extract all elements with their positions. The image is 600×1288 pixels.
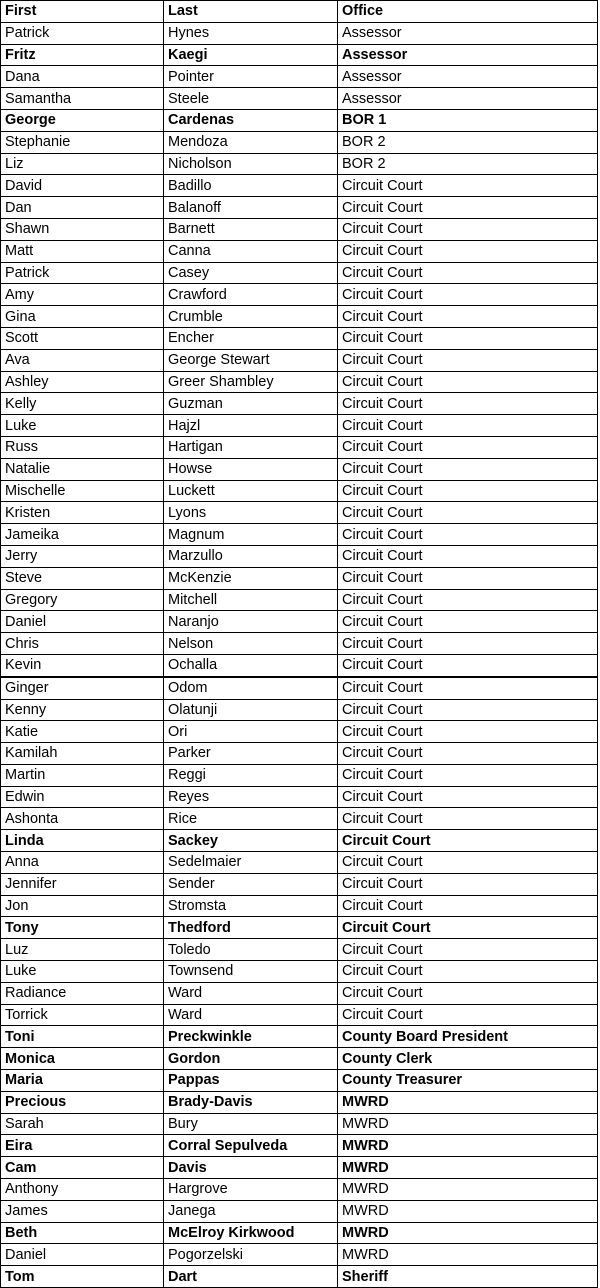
cell-last: Cardenas — [164, 109, 338, 131]
cell-last: Badillo — [164, 175, 338, 197]
table-row — [1, 1026, 598, 1048]
cell-first: Anna — [1, 852, 164, 874]
cell-office: Circuit Court — [338, 393, 598, 415]
cell-office: Circuit Court — [338, 677, 598, 699]
cell-office: Circuit Court — [338, 589, 598, 611]
cell-first: Mischelle — [1, 480, 164, 502]
cell-last: Mitchell — [164, 589, 338, 611]
cell-last: Encher — [164, 327, 338, 349]
cell-office: MWRD — [338, 1200, 598, 1222]
cell-first: Daniel — [1, 611, 164, 633]
cell-last: Corral Sepulveda — [164, 1135, 338, 1157]
table-row — [1, 371, 598, 393]
table-body — [1, 1, 598, 1288]
table-row — [1, 721, 598, 743]
table-row — [1, 808, 598, 830]
cell-first: Tom — [1, 1266, 164, 1288]
table-row — [1, 589, 598, 611]
cell-last: Naranjo — [164, 611, 338, 633]
cell-first: Maria — [1, 1070, 164, 1092]
table-row — [1, 1179, 598, 1201]
cell-last: Hargrove — [164, 1179, 338, 1201]
table-row — [1, 699, 598, 721]
cell-office: BOR 2 — [338, 131, 598, 153]
cell-first: Dana — [1, 66, 164, 88]
cell-last: Sender — [164, 873, 338, 895]
cell-office: Circuit Court — [338, 786, 598, 808]
cell-first: Luke — [1, 961, 164, 983]
cell-last: Townsend — [164, 961, 338, 983]
cell-last: Brady-Davis — [164, 1091, 338, 1113]
cell-last: Reggi — [164, 764, 338, 786]
table-row — [1, 895, 598, 917]
cell-office: Circuit Court — [338, 218, 598, 240]
cell-last: Olatunji — [164, 699, 338, 721]
table-row — [1, 153, 598, 175]
cell-office: Circuit Court — [338, 480, 598, 502]
cell-last: Pogorzelski — [164, 1244, 338, 1266]
cell-first: Amy — [1, 284, 164, 306]
cell-first: Kristen — [1, 502, 164, 524]
cell-office: MWRD — [338, 1222, 598, 1244]
table-row — [1, 545, 598, 567]
cell-office: Circuit Court — [338, 917, 598, 939]
cell-last: Parker — [164, 743, 338, 765]
cell-office: Assessor — [338, 44, 598, 66]
cell-office: Circuit Court — [338, 743, 598, 765]
cell-office: Circuit Court — [338, 873, 598, 895]
cell-office: County Board President — [338, 1026, 598, 1048]
table-row — [1, 1004, 598, 1026]
cell-last: Ward — [164, 982, 338, 1004]
cell-last: Reyes — [164, 786, 338, 808]
cell-first: Ginger — [1, 677, 164, 699]
cell-office: Circuit Court — [338, 961, 598, 983]
table-row — [1, 830, 598, 852]
cell-last: George Stewart — [164, 349, 338, 371]
cell-last: Mendoza — [164, 131, 338, 153]
cell-office: MWRD — [338, 1091, 598, 1113]
table-row — [1, 66, 598, 88]
cell-first: Anthony — [1, 1179, 164, 1201]
cell-office: Circuit Court — [338, 939, 598, 961]
cell-first: Samantha — [1, 88, 164, 110]
cell-office: Circuit Court — [338, 611, 598, 633]
table-row — [1, 240, 598, 262]
cell-office: Circuit Court — [338, 830, 598, 852]
cell-office: Assessor — [338, 66, 598, 88]
cell-last: Hajzl — [164, 415, 338, 437]
cell-office: MWRD — [338, 1179, 598, 1201]
table-row — [1, 327, 598, 349]
cell-last: Kaegi — [164, 44, 338, 66]
cell-last: Crawford — [164, 284, 338, 306]
cell-office: Circuit Court — [338, 721, 598, 743]
cell-first: Kelly — [1, 393, 164, 415]
cell-office: Circuit Court — [338, 197, 598, 219]
cell-first: Jon — [1, 895, 164, 917]
cell-first: Natalie — [1, 458, 164, 480]
cell-last: Guzman — [164, 393, 338, 415]
cell-office: Circuit Court — [338, 633, 598, 655]
cell-last: Stromsta — [164, 895, 338, 917]
cell-first: Torrick — [1, 1004, 164, 1026]
cell-last: Janega — [164, 1200, 338, 1222]
cell-first: Edwin — [1, 786, 164, 808]
table-row — [1, 22, 598, 44]
cell-last: Thedford — [164, 917, 338, 939]
cell-first: Jennifer — [1, 873, 164, 895]
table-row — [1, 852, 598, 874]
cell-office: Sheriff — [338, 1266, 598, 1288]
cell-office: Assessor — [338, 22, 598, 44]
table-row — [1, 1222, 598, 1244]
cell-last: Pointer — [164, 66, 338, 88]
table-row — [1, 786, 598, 808]
table-row — [1, 393, 598, 415]
table-row — [1, 480, 598, 502]
cell-last: Preckwinkle — [164, 1026, 338, 1048]
cell-last: Canna — [164, 240, 338, 262]
table-row — [1, 306, 598, 328]
cell-office: Circuit Court — [338, 1004, 598, 1026]
cell-first: Eira — [1, 1135, 164, 1157]
cell-office: Circuit Court — [338, 436, 598, 458]
cell-first: Tony — [1, 917, 164, 939]
cell-last: Barnett — [164, 218, 338, 240]
header-row — [1, 1, 598, 23]
table-row — [1, 1135, 598, 1157]
cell-office: Circuit Court — [338, 852, 598, 874]
cell-office: BOR 2 — [338, 153, 598, 175]
cell-first: Daniel — [1, 1244, 164, 1266]
cell-first: Matt — [1, 240, 164, 262]
table-row — [1, 284, 598, 306]
cell-last: Ochalla — [164, 654, 338, 676]
cell-first: Liz — [1, 153, 164, 175]
cell-office: Assessor — [338, 88, 598, 110]
cell-last: Crumble — [164, 306, 338, 328]
cell-last: Magnum — [164, 524, 338, 546]
cell-first: Ashonta — [1, 808, 164, 830]
cell-first: Kevin — [1, 654, 164, 676]
cell-office: Circuit Court — [338, 371, 598, 393]
cell-first: Luz — [1, 939, 164, 961]
cell-last: Sackey — [164, 830, 338, 852]
cell-first: Gregory — [1, 589, 164, 611]
cell-office: Circuit Court — [338, 502, 598, 524]
cell-last: Lyons — [164, 502, 338, 524]
cell-office: Circuit Court — [338, 327, 598, 349]
cell-last: Hartigan — [164, 436, 338, 458]
cell-office: Circuit Court — [338, 764, 598, 786]
cell-last: Steele — [164, 88, 338, 110]
cell-last: Ori — [164, 721, 338, 743]
cell-first: Scott — [1, 327, 164, 349]
table-row — [1, 961, 598, 983]
cell-first: Gina — [1, 306, 164, 328]
cell-last: Greer Shambley — [164, 371, 338, 393]
cell-first: Jameika — [1, 524, 164, 546]
table-row — [1, 131, 598, 153]
table-row — [1, 1157, 598, 1179]
table-row — [1, 1070, 598, 1092]
cell-last: Pappas — [164, 1070, 338, 1092]
cell-last: Casey — [164, 262, 338, 284]
cell-last: Davis — [164, 1157, 338, 1179]
cell-first: David — [1, 175, 164, 197]
table-row — [1, 1113, 598, 1135]
cell-last: Nicholson — [164, 153, 338, 175]
cell-first: Patrick — [1, 22, 164, 44]
cell-office: County Treasurer — [338, 1070, 598, 1092]
cell-last: Marzullo — [164, 545, 338, 567]
header-office: Office — [338, 1, 598, 23]
cell-first: Stephanie — [1, 131, 164, 153]
table-row — [1, 1048, 598, 1070]
table-row — [1, 349, 598, 371]
table-row — [1, 175, 598, 197]
table-row — [1, 458, 598, 480]
cell-first: Fritz — [1, 44, 164, 66]
cell-office: MWRD — [338, 1157, 598, 1179]
table-row — [1, 1266, 598, 1288]
cell-office: BOR 1 — [338, 109, 598, 131]
cell-office: Circuit Court — [338, 654, 598, 676]
cell-first: Ashley — [1, 371, 164, 393]
cell-first: Shawn — [1, 218, 164, 240]
cell-last: Luckett — [164, 480, 338, 502]
header-last: Last — [164, 1, 338, 23]
cell-first: Patrick — [1, 262, 164, 284]
table-row — [1, 743, 598, 765]
cell-last: Hynes — [164, 22, 338, 44]
cell-first: Kenny — [1, 699, 164, 721]
cell-office: Circuit Court — [338, 262, 598, 284]
table-row — [1, 764, 598, 786]
cell-first: Dan — [1, 197, 164, 219]
cell-first: Kamilah — [1, 743, 164, 765]
cell-last: Toledo — [164, 939, 338, 961]
cell-office: Circuit Court — [338, 524, 598, 546]
table-row — [1, 502, 598, 524]
cell-first: Jerry — [1, 545, 164, 567]
cell-office: Circuit Court — [338, 458, 598, 480]
cell-first: Radiance — [1, 982, 164, 1004]
table-row — [1, 633, 598, 655]
cell-office: Circuit Court — [338, 982, 598, 1004]
cell-first: Luke — [1, 415, 164, 437]
table-row — [1, 611, 598, 633]
cell-office: Circuit Court — [338, 415, 598, 437]
cell-office: Circuit Court — [338, 240, 598, 262]
cell-first: Martin — [1, 764, 164, 786]
cell-first: Monica — [1, 1048, 164, 1070]
cell-office: MWRD — [338, 1244, 598, 1266]
cell-office: Circuit Court — [338, 284, 598, 306]
cell-office: Circuit Court — [338, 349, 598, 371]
cell-first: Linda — [1, 830, 164, 852]
cell-last: Dart — [164, 1266, 338, 1288]
cell-last: Bury — [164, 1113, 338, 1135]
table-row — [1, 88, 598, 110]
table-row — [1, 1200, 598, 1222]
cell-last: Odom — [164, 677, 338, 699]
table-row — [1, 939, 598, 961]
cell-first: Cam — [1, 1157, 164, 1179]
table-row — [1, 109, 598, 131]
table-row — [1, 567, 598, 589]
cell-office: Circuit Court — [338, 175, 598, 197]
cell-last: McKenzie — [164, 567, 338, 589]
cell-first: Steve — [1, 567, 164, 589]
cell-first: Toni — [1, 1026, 164, 1048]
cell-last: McElroy Kirkwood — [164, 1222, 338, 1244]
cell-last: Sedelmaier — [164, 852, 338, 874]
cell-first: James — [1, 1200, 164, 1222]
table-row — [1, 677, 598, 699]
cell-office: Circuit Court — [338, 699, 598, 721]
cell-last: Nelson — [164, 633, 338, 655]
cell-office: County Clerk — [338, 1048, 598, 1070]
cell-office: Circuit Court — [338, 306, 598, 328]
cell-first: Precious — [1, 1091, 164, 1113]
cell-first: Chris — [1, 633, 164, 655]
cell-office: MWRD — [338, 1135, 598, 1157]
table-row — [1, 262, 598, 284]
table-row — [1, 197, 598, 219]
cell-last: Balanoff — [164, 197, 338, 219]
cell-office: Circuit Court — [338, 545, 598, 567]
cell-last: Howse — [164, 458, 338, 480]
cell-first: Ava — [1, 349, 164, 371]
table-row — [1, 982, 598, 1004]
cell-office: Circuit Court — [338, 567, 598, 589]
table-row — [1, 44, 598, 66]
cell-office: MWRD — [338, 1113, 598, 1135]
table-row — [1, 436, 598, 458]
header-first: First — [1, 1, 164, 23]
table-row — [1, 524, 598, 546]
cell-last: Gordon — [164, 1048, 338, 1070]
cell-first: George — [1, 109, 164, 131]
cell-first: Beth — [1, 1222, 164, 1244]
table-row — [1, 654, 598, 676]
cell-first: Katie — [1, 721, 164, 743]
cell-last: Rice — [164, 808, 338, 830]
table-row — [1, 1091, 598, 1113]
table-row — [1, 917, 598, 939]
cell-first: Sarah — [1, 1113, 164, 1135]
table-row — [1, 415, 598, 437]
cell-office: Circuit Court — [338, 808, 598, 830]
cell-first: Russ — [1, 436, 164, 458]
table-row — [1, 873, 598, 895]
cell-office: Circuit Court — [338, 895, 598, 917]
cell-last: Ward — [164, 1004, 338, 1026]
table-row — [1, 218, 598, 240]
table-row — [1, 1244, 598, 1266]
